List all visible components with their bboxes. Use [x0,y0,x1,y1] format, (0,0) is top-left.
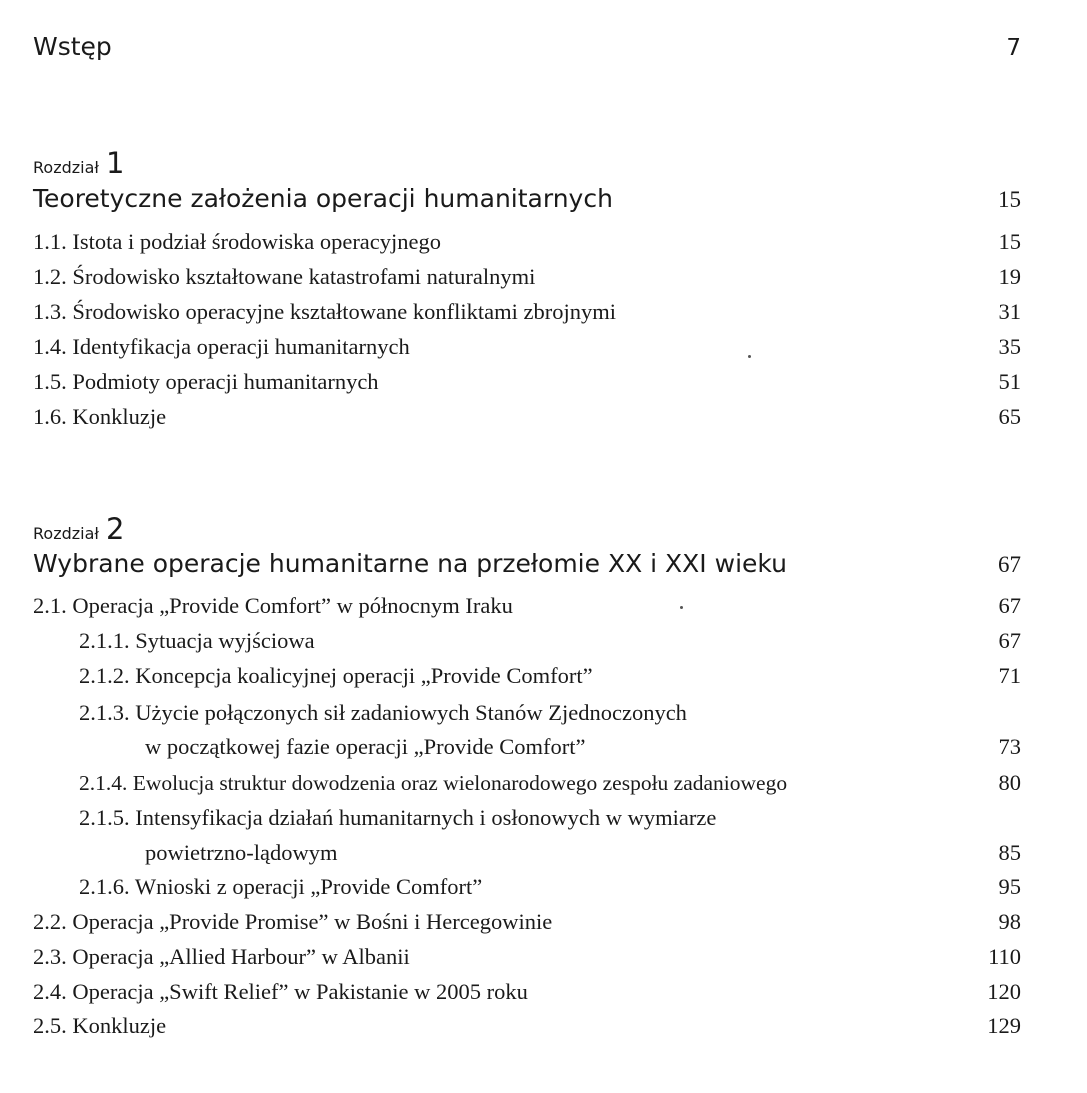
toc-entry-page: 80 [998,770,1021,795]
toc-entry-page: 129 [987,1013,1021,1038]
scan-speck [680,606,683,609]
toc-entry [33,700,1021,726]
toc-entry-continuation [33,840,1021,866]
chapter-label-text: Rozdział [33,524,99,543]
chapter-2-title-row [33,549,1021,578]
toc-entry-continuation [33,734,1021,760]
toc-entry-page: 73 [998,734,1021,759]
chapter-1-label [33,146,124,180]
toc-entry-text: 2.1.1. Sytuacja wyjściowa [79,628,315,653]
toc-entry-text: 2.3. Operacja „Allied Harbour” w Albanii [33,944,410,969]
toc-intro-page: 7 [1006,35,1021,61]
toc-entry-text: 2.1.3. Użycie połączonych sił zadaniowych Stanów Zjednoczonych [79,700,687,725]
toc-entry-text: 1.1. Istota i podział środowiska operacyjnego [33,229,442,254]
toc-entry [33,979,1021,1005]
toc-entry-text: 1.6. Konkluzje [33,404,167,429]
toc-entry-text: 1.4. Identyfikacja operacji humanitarnych [33,334,410,359]
chapter-number: 2 [106,512,125,546]
toc-entry-text: 1.5. Podmioty operacji humanitarnych [33,369,379,394]
toc-entry [33,770,1021,796]
toc-entry [33,944,1021,970]
toc-entry [33,593,1021,619]
toc-entry-page: 35 [998,334,1021,359]
toc-entry [33,628,1021,654]
toc-entry [33,334,1021,360]
toc-entry-text: 2.2. Operacja „Provide Promise” w Bośni i Hercegowinie [33,909,553,934]
toc-entry [33,264,1021,290]
toc-entry-text: 2.4. Operacja „Swift Relief” w Pakistanie w 2005 roku [33,979,528,1004]
toc-entry [33,299,1021,325]
chapter-label-text: Rozdział [33,158,99,177]
scan-speck [748,355,751,358]
toc-entry-page: 67 [998,628,1021,653]
toc-entry-page: 98 [998,909,1021,934]
toc-entry-page: 85 [998,840,1021,865]
toc-entry [33,404,1021,430]
toc-entry-page: 65 [998,404,1021,429]
chapter-page: 67 [998,552,1021,577]
toc-intro-row [33,32,1021,61]
chapter-1-title-row [33,184,1021,213]
chapter-number: 1 [106,146,125,180]
chapter-2-label [33,512,124,546]
chapter-title: Wybrane operacje humanitarne na przełomie XX i XXI wieku [33,549,787,578]
toc-entry [33,663,1021,689]
toc-entry [33,805,1021,831]
toc-entry [33,1013,1021,1039]
toc-entry-page: 31 [998,299,1021,324]
toc-entry-page: 120 [987,979,1021,1004]
toc-entry [33,874,1021,900]
toc-entry [33,369,1021,395]
toc-entry [33,909,1021,935]
toc-entry-page: 110 [988,944,1021,969]
chapter-title: Teoretyczne założenia operacji humanitarnych [33,184,613,213]
toc-entry-text: 1.3. Środowisko operacyjne kształtowane konfliktami zbrojnymi [33,299,617,324]
toc-entry-text: 2.1.5. Intensyfikacja działań humanitarnych i osłonowych w wymiarze [79,805,717,830]
toc-entry-page: 51 [998,369,1021,394]
toc-entry-text: powietrzno-lądowym [145,840,338,865]
toc-intro-title: Wstęp [33,32,112,61]
toc-entry-text: w początkowej fazie operacji „Provide Comfort” [145,734,586,759]
toc-entry-text: 2.1.2. Koncepcja koalicyjnej operacji „Provide Comfort” [79,663,593,688]
toc-entry [33,229,1021,255]
toc-entry-text: 2.1.4. Ewolucja struktur dowodzenia oraz wielonarodowego zespołu zadaniowego [79,771,788,795]
toc-entry-page: 71 [998,663,1021,688]
toc-entry-page: 19 [998,264,1021,289]
toc-entry-text: 1.2. Środowisko kształtowane katastrofami naturalnymi [33,264,536,289]
chapter-page: 15 [998,187,1021,212]
toc-entry-page: 67 [998,593,1021,618]
toc-entry-text: 2.5. Konkluzje [33,1013,167,1038]
toc-entry-page: 95 [998,874,1021,899]
toc-entry-text: 2.1. Operacja „Provide Comfort” w północnym Iraku [33,593,513,618]
toc-entry-page: 15 [998,229,1021,254]
toc-entry-text: 2.1.6. Wnioski z operacji „Provide Comfort” [79,874,483,899]
